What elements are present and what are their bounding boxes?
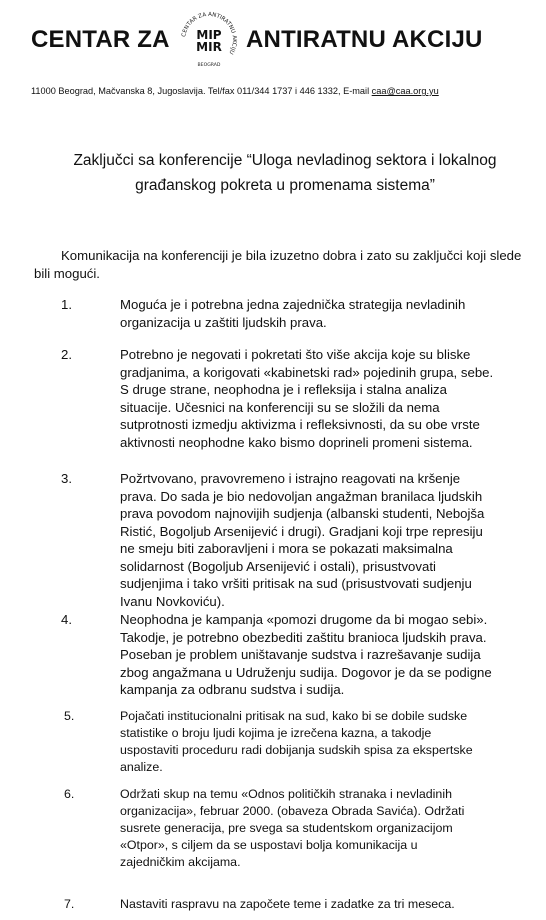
title-line-1: Zaključci sa konferencije “Uloga nevladinog sektora i lokalnog — [73, 152, 497, 169]
item-line: Ristić, Bogoljub Arsenijević i drugi). Gradjani koji trpe represiju — [120, 523, 483, 539]
item-number: 2. — [61, 347, 72, 362]
item-line: kampanja za odbranu sudstva i sudija. — [120, 682, 345, 697]
item-line: uspostaviti proceduru radi dobijanja sudskih spisa za ekspertske — [120, 743, 473, 757]
item-text — [120, 611, 520, 699]
org-name-right: ANTIRATNU AKCIJU — [246, 26, 483, 53]
item-line: Moguća je i potrebna jedna zajednička strategija nevladinih — [120, 297, 466, 312]
item-line: zajedničkim akcijama. — [120, 855, 241, 869]
item-line: ne smeju biti zaboravljeni i mora se pokazati maksimalna — [120, 541, 453, 556]
item-line: S druge strane, neophodna je i refleksija i stalna analiza — [120, 382, 447, 397]
item-line: «Otpor», s ciljem da se uspostavi bolja komunikacija u — [120, 838, 418, 852]
contact-address: 11000 Beograd, Mačvanska 8, Jugoslavija. Tel/fax 011/344 1737 i 446 1332, E-mail — [31, 86, 372, 96]
item-line: Pojačati institucionalni pritisak na sud, kako bi se dobile sudske — [120, 709, 468, 723]
item-number: 7. — [64, 897, 75, 911]
item-number: 1. — [61, 297, 72, 312]
item-text — [120, 470, 520, 610]
item-text — [120, 296, 520, 331]
item-line: prava. Do sada je bio nedovoljan angažman branilaca ljudskih — [120, 488, 483, 504]
title-line-2: građanskog pokreta u promenama sistema” — [135, 177, 435, 194]
item-line: Požrtvovano, pravovremeno i istrajno reagovati na kršenje — [120, 471, 461, 486]
logo-monogram-bottom: MIR — [196, 40, 222, 54]
item-line: sutprotnosti izmedju aktivizma i refleksivnosti, da su obe vrste — [120, 417, 480, 432]
item-text — [120, 708, 520, 776]
item-line: Potrebno je negovati i pokretati što više akcija koje su bliske — [120, 347, 471, 362]
item-number: 4. — [61, 612, 72, 627]
logo-city-text: BEOGRAD — [197, 63, 221, 68]
item-text — [120, 786, 520, 871]
item-line: sudjenjima i tako vršiti pritisak na sud (prisustvovati sudjenju — [120, 576, 472, 591]
letterhead — [0, 10, 546, 72]
item-line: zbog angažmana u Udruženju sudija. Dogovor je da se podigne — [120, 664, 492, 680]
intro-paragraph: Komunikacija na konferenciji je bila izuzetno dobra i zato su zaključci koji slede bili mogući. — [34, 248, 522, 281]
item-line: organizacija u zaštiti ljudskih prava. — [120, 314, 327, 330]
logo-monogram-top: MIP — [196, 28, 222, 42]
item-line: Nastaviti raspravu na započete teme i zadatke za tri meseca. — [120, 897, 455, 911]
item-line: Poseban je problem uništavanje sudstva i razrešavanje sudija — [120, 647, 481, 662]
item-line: Takodje, je potrebno obezbediti zaštitu branioca ljudskih prava. — [120, 629, 487, 645]
logo-ring-text: CENTAR ZA ANTIRATNU AKCIJU — [181, 11, 238, 56]
item-line: analize. — [120, 760, 163, 774]
item-line: aktivnosti neophodne kako bismo doprineli promeni sistema. — [120, 434, 473, 450]
item-line: situacije. Učesnici na konferenciji su se složili da nema — [120, 399, 440, 415]
item-line: susrete generacija, pre svega sa studentskom organizacijom — [120, 821, 453, 835]
contact-line — [31, 86, 439, 96]
item-number: 3. — [61, 471, 72, 486]
item-line: Ivanu Novkoviću). — [120, 593, 225, 609]
item-line: Neophodna je kampanja «pomozi drugome da bi mogao sebi». — [120, 612, 488, 627]
item-line: solidarnost (Bogoljub Arsenijević i ostali), prisustvovati — [120, 558, 436, 574]
item-line: statistike o broju ljudi kojima je izrečena kazna, a takodje — [120, 726, 432, 740]
item-line: Održati skup na temu «Odnos političkih stranaka i nevladinih — [120, 787, 452, 801]
item-line: organizacija», februar 2000. (obaveza Obrada Savića). Održati — [120, 804, 465, 818]
document-title — [50, 148, 520, 198]
item-text — [120, 346, 520, 451]
item-number: 6. — [64, 787, 75, 801]
item-line: gradjanima, a korigovati «kabinetski rad» pojedinih grupa, sebe. — [120, 364, 494, 380]
organization-logo — [179, 10, 239, 70]
contact-email-link[interactable]: caa@caa.org.yu — [371, 86, 439, 96]
item-number: 5. — [64, 709, 75, 723]
item-line: prava povodom najnovijih sudjenja (albanski studenti, Nebojša — [120, 506, 485, 521]
item-text — [120, 896, 520, 913]
org-name-left: CENTAR ZA — [31, 26, 170, 53]
